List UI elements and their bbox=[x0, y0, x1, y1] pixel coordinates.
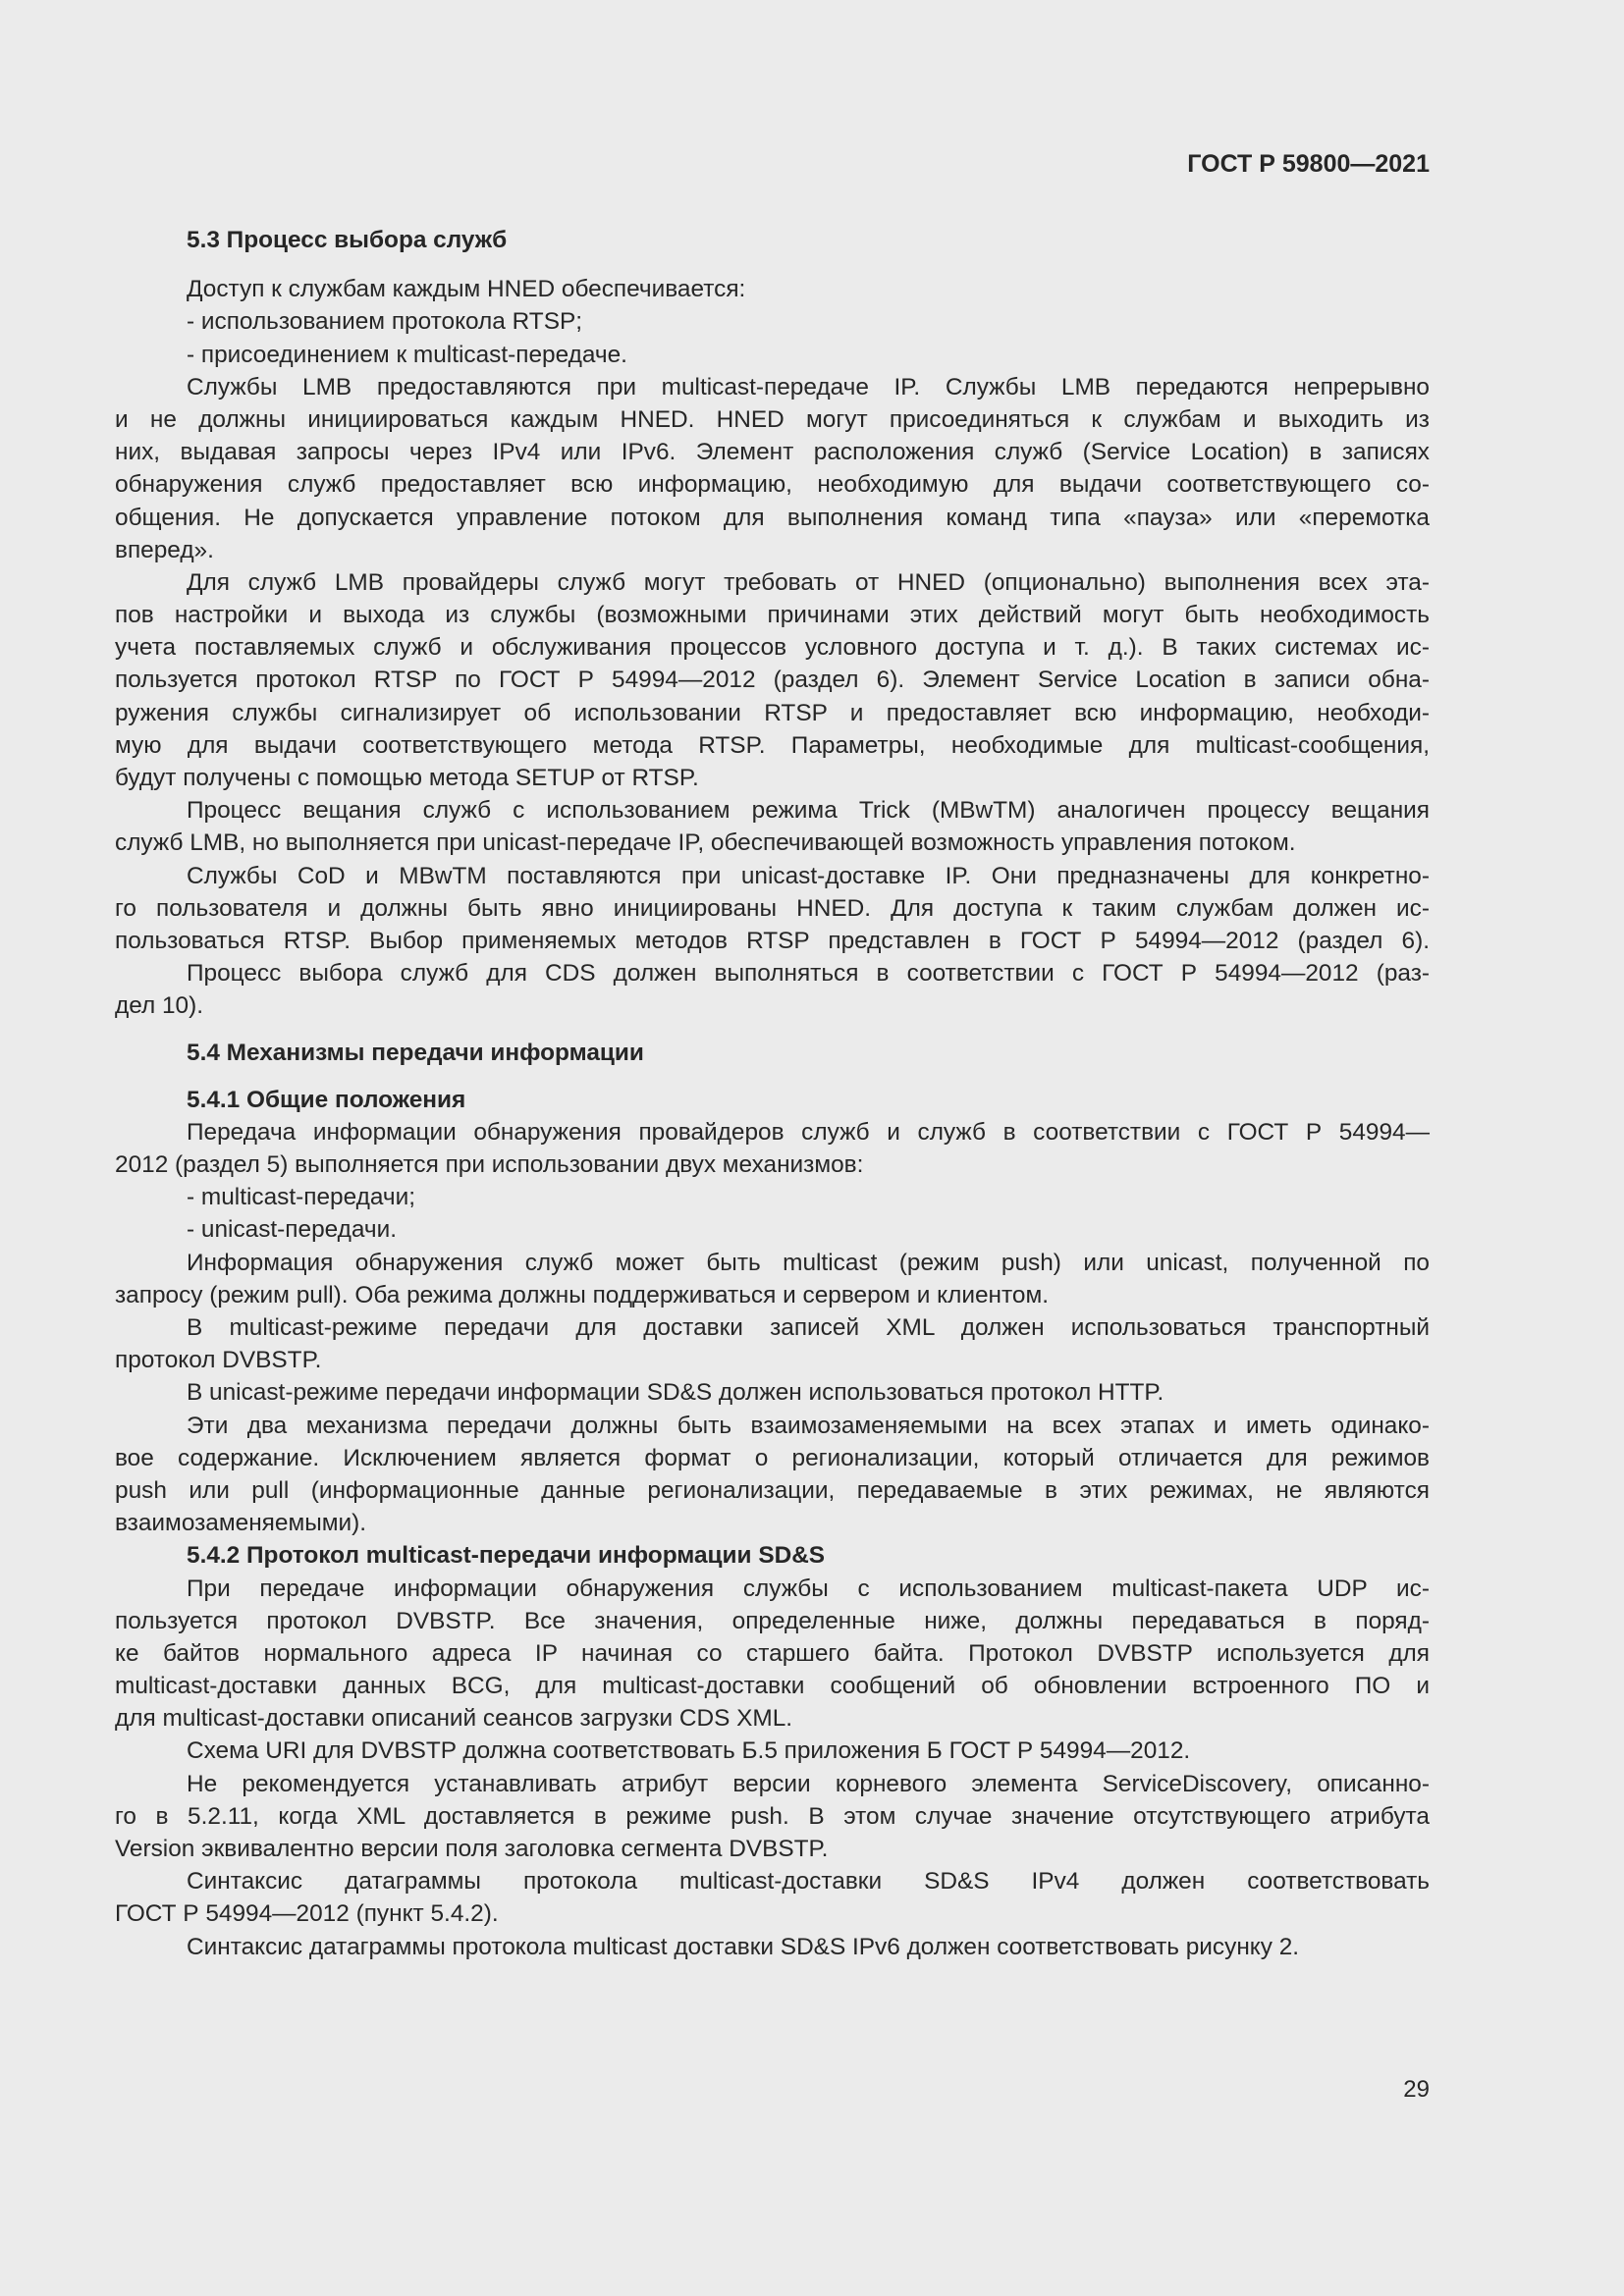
document-body bbox=[115, 224, 1430, 1963]
text-line: Службы CoD и MBwTM поставляются при unicast-доставке IP. Они предназначены для конкретно- bbox=[187, 862, 1430, 889]
text-line: ГОСТ Р 54994—2012 (пункт 5.4.2). bbox=[115, 1900, 499, 1928]
text-line: push или pull (информационные данные регионализации, передаваемые в этих режимах, не являются bbox=[115, 1476, 1430, 1504]
text-line: При передаче информации обнаружения службы с использованием multicast-пакета UDP ис- bbox=[187, 1575, 1430, 1602]
text-line: будут получены с помощью метода SETUP от RTSP. bbox=[115, 765, 699, 791]
text-line: Схема URI для DVBSTP должна соответствовать Б.5 приложения Б ГОСТ Р 54994—2012. bbox=[187, 1737, 1191, 1765]
list-item: - multicast-передачи; bbox=[187, 1184, 415, 1211]
text-line: Синтаксис датаграммы протокола multicast-доставки SD&S IPv4 должен соответствовать bbox=[187, 1868, 1430, 1896]
text-line: взаимозаменяемыми). bbox=[115, 1510, 367, 1537]
text-line: обнаружения служб предоставляет всю информацию, необходимую для выдачи соответствующего со- bbox=[115, 471, 1430, 499]
text-line: Синтаксис датаграммы протокола multicast доставки SD&S IPv6 должен соответствовать рисунку 2. bbox=[187, 1933, 1300, 1960]
text-line: служб LMB, но выполняется при unicast-передаче IP, обеспечивающей возможность управления потоком. bbox=[115, 829, 1296, 857]
text-line: пов настройки и выхода из службы (возможными причинами этих действий могут быть необходимость bbox=[115, 602, 1430, 629]
section-heading-5-3: 5.3 Процесс выбора служб bbox=[187, 227, 508, 253]
text-line: и не должны инициироваться каждым HNED. HNED могут присоединяться к службам и выходить из bbox=[115, 405, 1430, 433]
text-line: Доступ к службам каждым HNED обеспечивается: bbox=[187, 276, 746, 303]
text-line: мую для выдачи соответствующего метода RTSP. Параметры, необходимые для multicast-сообщения, bbox=[115, 731, 1430, 759]
text-line: Процесс выбора служб для CDS должен выполняться в соответствии с ГОСТ Р 54994—2012 (раз- bbox=[187, 960, 1430, 988]
page-header-standard: ГОСТ Р 59800—2021 bbox=[1187, 150, 1430, 178]
text-line: Службы LMB предоставляются при multicast-передаче IP. Службы LMB передаются непрерывно bbox=[187, 373, 1430, 400]
text-line: го в 5.2.11, когда XML доставляется в режиме push. В этом случае значение отсутствующего атрибута bbox=[115, 1802, 1430, 1830]
text-line: общения. Не допускается управление потоком для выполнения команд типа «пауза» или «перемотка bbox=[115, 504, 1430, 531]
text-line: Для служб LMB провайдеры служб могут требовать от HNED (опционально) выполнения всех эта- bbox=[187, 568, 1430, 596]
list-item: - unicast-передачи. bbox=[187, 1216, 398, 1244]
list-item: - присоединением к multicast-передаче. bbox=[187, 341, 627, 368]
text-line: Эти два механизма передачи должны быть взаимозаменяемыми на всех этапах и иметь одинако- bbox=[187, 1412, 1430, 1439]
section-heading-5-4: 5.4 Механизмы передачи информации bbox=[187, 1039, 644, 1066]
text-line: вперед». bbox=[115, 536, 214, 563]
text-line: ружения службы сигнализирует об использовании RTSP и предоставляет всю информацию, необходи- bbox=[115, 699, 1430, 726]
text-line: пользуется протокол RTSP по ГОСТ Р 54994—2012 (раздел 6). Элемент Service Location в записи обна- bbox=[115, 667, 1430, 694]
text-line: В multicast-режиме передачи для доставки записей XML должен использоваться транспортный bbox=[187, 1314, 1430, 1341]
text-line: протокол DVBSTP. bbox=[115, 1347, 322, 1374]
text-line: них, выдавая запросы через IPv4 или IPv6. Элемент расположения служб (Service Location) в записях bbox=[115, 439, 1430, 466]
text-line: пользуется протокол DVBSTP. Все значения, определенные ниже, должны передаваться в поряд- bbox=[115, 1607, 1430, 1634]
text-line: Version эквивалентно версии поля заголовка сегмента DVBSTP. bbox=[115, 1836, 829, 1862]
text-line: пользоваться RTSP. Выбор применяемых методов RTSP представлен в ГОСТ Р 54994—2012 (раздел 6). bbox=[115, 927, 1430, 954]
subsection-heading-5-4-1: 5.4.1 Общие положения bbox=[187, 1086, 466, 1113]
text-line: запросу (режим pull). Оба режима должны поддерживаться и сервером и клиентом. bbox=[115, 1281, 1050, 1308]
text-line: учета поставляемых служб и обслуживания процессов условного доступа и т. д.). В таких системах ис- bbox=[115, 634, 1430, 662]
text-line: Передача информации обнаружения провайдеров служб и служб в соответствии с ГОСТ Р 54994— bbox=[187, 1118, 1430, 1146]
text-line: для multicast-доставки описаний сеансов загрузки CDS XML. bbox=[115, 1705, 793, 1733]
list-item: - использованием протокола RTSP; bbox=[187, 308, 583, 336]
text-line: го пользователя и должны быть явно инициированы HNED. Для доступа к таким службам должен ис- bbox=[115, 894, 1430, 922]
subsection-heading-5-4-2: 5.4.2 Протокол multicast-передачи информации SD&S bbox=[187, 1542, 826, 1570]
text-line: multicast-доставки данных BCG, для multicast-доставки сообщений об обновлении встроенного ПО и bbox=[115, 1673, 1430, 1700]
text-line: Информация обнаружения служб может быть multicast (режим push) или unicast, полученной по bbox=[187, 1249, 1430, 1276]
page-number: 29 bbox=[1403, 2076, 1430, 2103]
text-line: Не рекомендуется устанавливать атрибут версии корневого элемента ServiceDiscovery, описанно- bbox=[187, 1770, 1430, 1797]
text-line: 2012 (раздел 5) выполняется при использовании двух механизмов: bbox=[115, 1151, 864, 1179]
text-line: В unicast-режиме передачи информации SD&S должен использоваться протокол HTTP. bbox=[187, 1379, 1164, 1407]
text-line: дел 10). bbox=[115, 992, 204, 1020]
text-line: ке байтов нормального адреса IP начиная со старшего байта. Протокол DVBSTP используется для bbox=[115, 1639, 1430, 1667]
text-line: Процесс вещания служб с использованием режима Trick (MBwTM) аналогичен процессу вещания bbox=[187, 797, 1430, 825]
text-line: вое содержание. Исключением является формат о регионализации, который отличается для режимов bbox=[115, 1444, 1430, 1471]
